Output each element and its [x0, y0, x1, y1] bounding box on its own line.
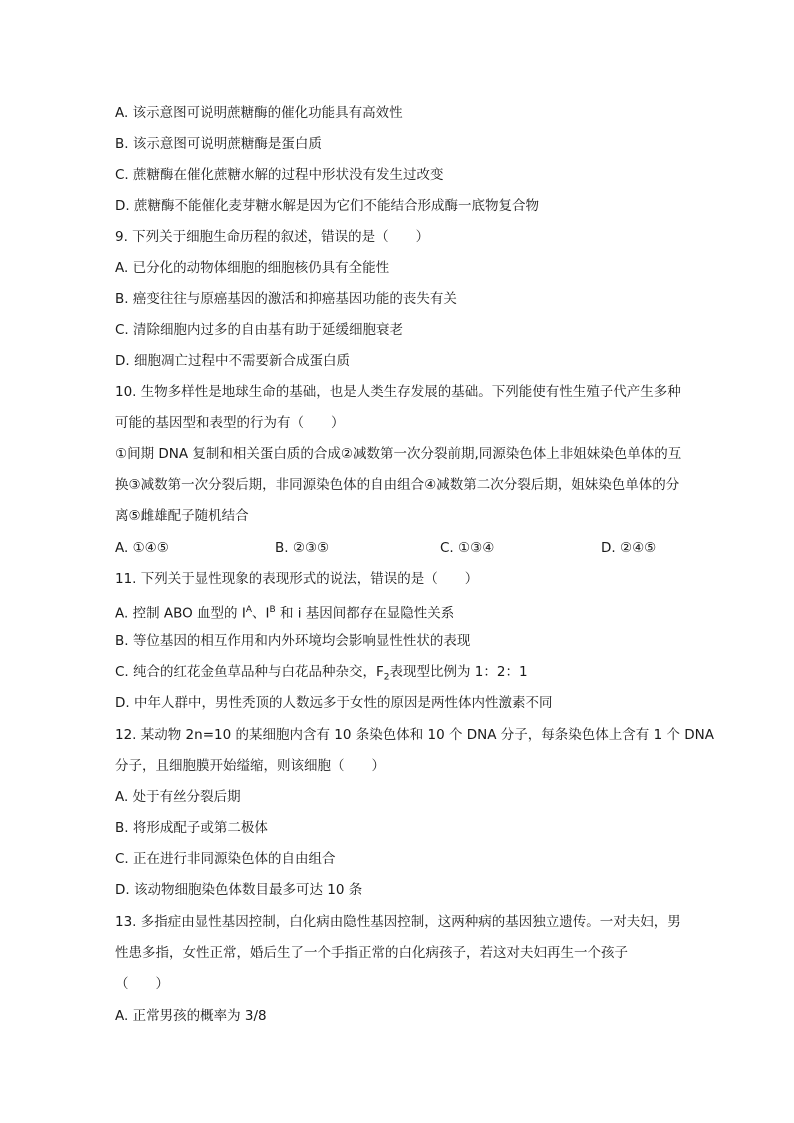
q9-option-a: A. 已分化的动物体细胞的细胞核仍具有全能性 — [115, 260, 390, 276]
q11-option-c — [115, 662, 528, 688]
q13-stem-line-3: （ ） — [115, 976, 169, 992]
q13-stem-line-2: 性患多指，女性正常，婚后生了一个手指正常的白化病孩子，若这对夫妇再生一个孩子 — [115, 945, 628, 961]
q11-option-c-text-2: 表现型比例为 1：2：1 — [389, 664, 528, 680]
q11-option-b: B. 等位基因的相互作用和内外环境均会影响显性性状的表现 — [115, 633, 471, 649]
q10-option-b: B. ②③⑤ — [275, 540, 330, 556]
q11-option-a-superscript-1: A — [245, 605, 252, 615]
q10-stem-line-2: 可能的基因型和表型的行为有（ ） — [115, 415, 345, 431]
q8-option-d: D. 蔗糖酶不能催化麦芽糖水解是因为它们不能结合形成酶一底物复合物 — [115, 198, 539, 214]
q9-option-d: D. 细胞凋亡过程中不需要新合成蛋白质 — [115, 353, 350, 369]
q12-option-c: C. 正在进行非同源染色体的自由组合 — [115, 851, 336, 867]
q11-option-a — [115, 600, 454, 624]
q13-stem-line-1: 13. 多指症由显性基因控制，白化病由隐性基因控制，这两种病的基因独立遗传。一对夫妇，男 — [115, 914, 681, 930]
q8-option-c: C. 蔗糖酶在催化蔗糖水解的过程中形状没有发生过改变 — [115, 167, 444, 183]
q9-option-b: B. 癌变往往与原癌基因的激活和抑癌基因功能的丧失有关 — [115, 291, 457, 307]
q12-stem-line-1: 12. 某动物 2n=10 的某细胞内含有 10 条染色体和 10 个 DNA 分子，每条染色体上含有 1 个 DNA — [115, 727, 715, 743]
q10-options-row — [115, 538, 675, 558]
q13-option-a: A. 正常男孩的概率为 3/8 — [115, 1008, 267, 1024]
q9-option-c: C. 清除细胞内过多的自由基有助于延缓细胞衰老 — [115, 322, 404, 338]
q8-option-a: A. 该示意图可说明蔗糖酶的催化功能具有高效性 — [115, 105, 403, 121]
q10-description-line-2: 换③减数第一次分裂后期，非同源染色体的自由组合④减数第二次分裂后期，姐妹染色单体的分 — [115, 477, 680, 493]
q10-option-d: D. ②④⑤ — [601, 540, 657, 556]
q10-option-a: A. ①④⑤ — [115, 540, 169, 556]
q11-option-c-text-1: C. 纯合的红花金鱼草品种与白花品种杂交，F — [115, 664, 384, 680]
q12-option-b: B. 将形成配子或第二极体 — [115, 820, 268, 836]
q10-description-line-1: ①间期 DNA 复制和相关蛋白质的合成②减数第一次分裂前期,同源染色体上非姐妹染色单体的互 — [115, 446, 682, 462]
q11-option-d: D. 中年人群中，男性秃顶的人数远多于女性的原因是两性体内性激素不同 — [115, 695, 553, 711]
q12-stem-line-2: 分子，且细胞膜开始缢缩，则该细胞（ ） — [115, 758, 385, 774]
q11-option-a-text-2: 、I — [252, 605, 270, 622]
q12-option-d: D. 该动物细胞染色体数目最多可达 10 条 — [115, 882, 363, 898]
q11-option-a-text-1: A. 控制 ABO 血型的 I — [115, 605, 246, 622]
q11-stem: 11. 下列关于显性现象的表现形式的说法，错误的是（ ） — [115, 571, 479, 587]
q8-option-b: B. 该示意图可说明蔗糖酶是蛋白质 — [115, 136, 322, 152]
q10-option-c: C. ①③④ — [440, 540, 495, 556]
q10-description-line-3: 离⑤雌雄配子随机结合 — [115, 508, 249, 524]
q11-option-a-superscript-2: B — [269, 605, 276, 615]
q10-stem-line-1: 10. 生物多样性是地球生命的基础，也是人类生存发展的基础。下列能使有性生殖子代产生多种 — [115, 384, 681, 400]
q11-option-c-subscript: 2 — [383, 672, 390, 683]
q12-option-a: A. 处于有丝分裂后期 — [115, 789, 241, 805]
q9-stem: 9. 下列关于细胞生命历程的叙述，错误的是（ ） — [115, 229, 430, 245]
q11-option-a-text-3: 和 i 基因间都存在显隐性关系 — [275, 605, 455, 622]
